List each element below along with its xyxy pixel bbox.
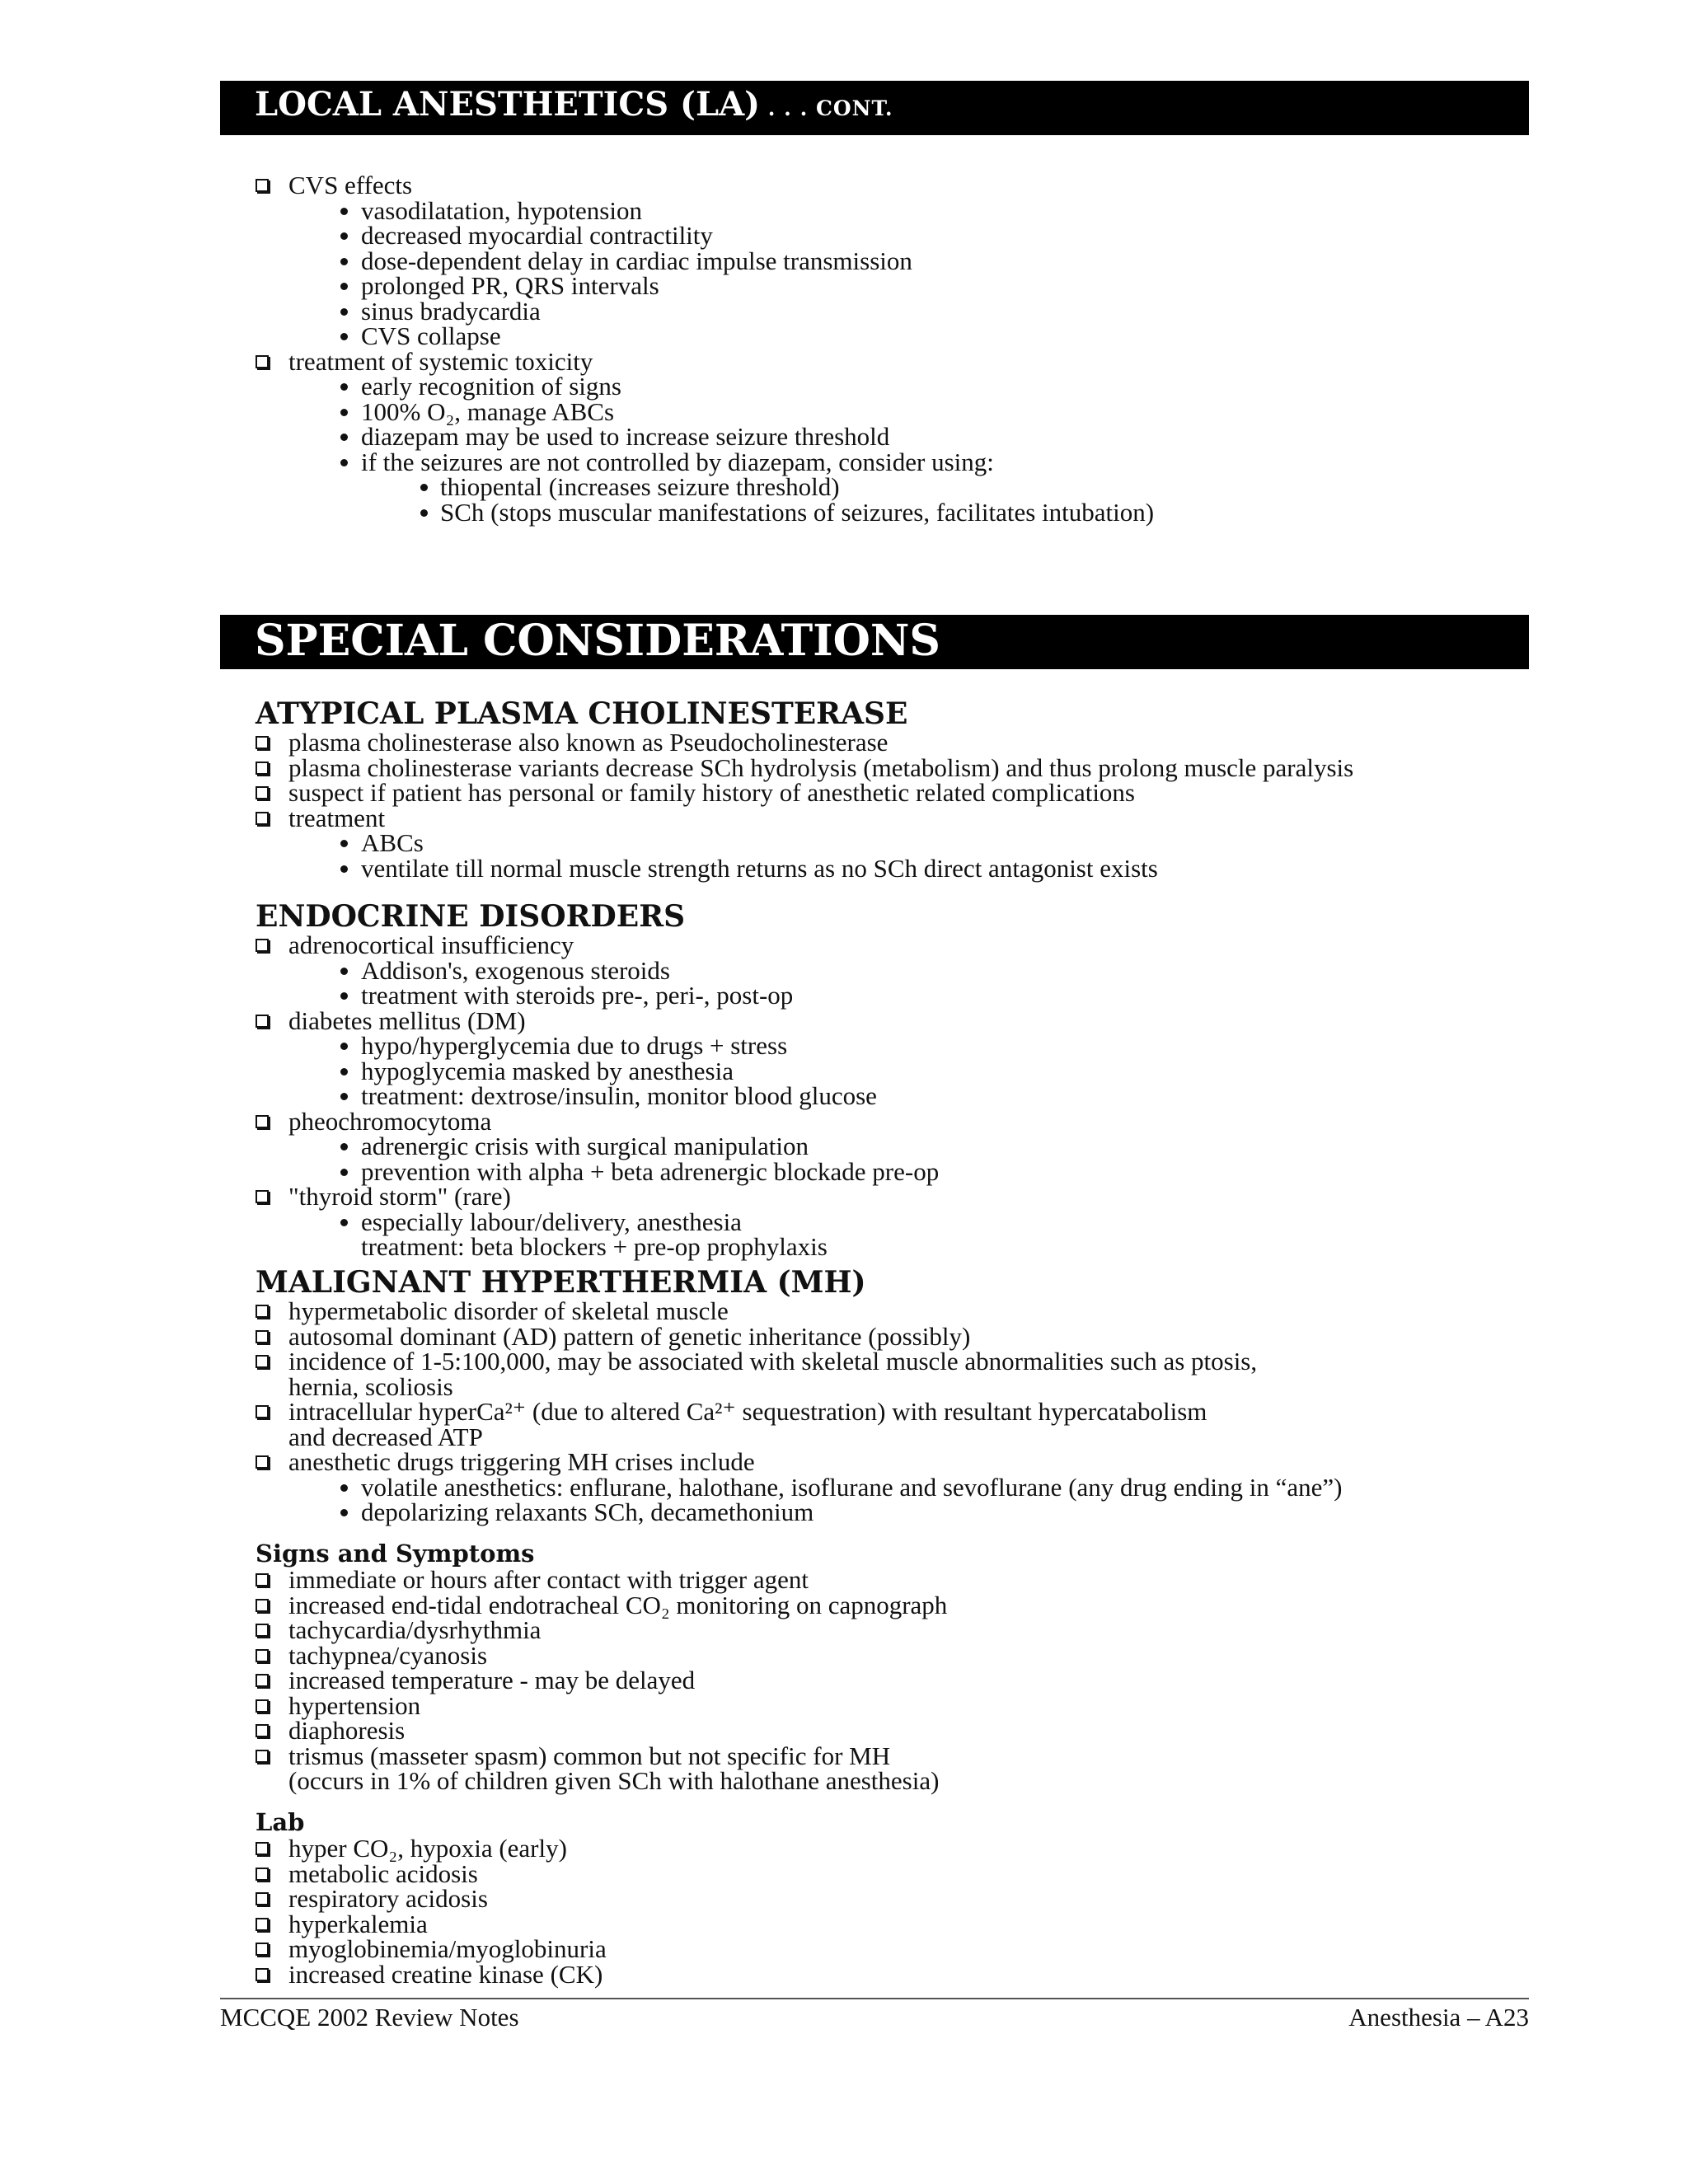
checklist-item: treatment [256, 806, 1525, 832]
bullet-icon [340, 865, 348, 873]
banner-title: LOCAL ANESTHETICS (LA) [255, 85, 761, 124]
bullet-item: especially labour/delivery, anesthesia [256, 1210, 1525, 1235]
bullet-item: vasodilatation, hypotension [256, 199, 1525, 224]
bullet-item: Addison's, exogenous steroids [256, 958, 1525, 984]
bullet-icon [340, 1509, 348, 1516]
checklist-item: plasma cholinesterase also known as Pseudocholinesterase [256, 730, 1525, 756]
bullet-icon [340, 1219, 348, 1226]
section-banner-special-considerations: SPECIAL CONSIDERATIONS [220, 615, 1529, 669]
checkbox-icon [256, 1330, 269, 1343]
footer-source: MCCQE 2002 Review Notes [220, 2003, 519, 2032]
bullet-item: adrenergic crisis with surgical manipulation [256, 1134, 1525, 1160]
checkbox-icon [256, 1918, 269, 1931]
checkbox-icon [256, 1599, 269, 1612]
bullet-item: volatile anesthetics: enflurane, halothane, isoflurane and sevoflurane (any drug ending in “ane”) [256, 1475, 1525, 1501]
bullet-item: treatment: dextrose/insulin, monitor blood glucose [256, 1084, 1525, 1109]
bullet-icon [340, 258, 348, 265]
bullet-icon [340, 1068, 348, 1076]
checklist-item: increased temperature - may be delayed [256, 1668, 1525, 1694]
checkbox-icon [256, 1405, 269, 1418]
signs-section [256, 1540, 1525, 1794]
bullet-item: CVS collapse [256, 324, 1525, 349]
checkbox-icon [256, 1649, 269, 1662]
bullet-icon [340, 992, 348, 1000]
bullet-icon [340, 208, 348, 215]
checkbox-icon [256, 812, 269, 825]
bullet-item: sinus bradycardia [256, 299, 1525, 325]
sub-bullet-item: SCh (stops muscular manifestations of seizures, facilitates intubation) [256, 500, 1525, 526]
checkbox-icon [256, 1699, 269, 1713]
bullet-icon [340, 434, 348, 441]
checklist-item: hyper CO₂, hypoxia (early) [256, 1836, 1525, 1862]
checkbox-icon [256, 762, 269, 775]
checkbox-icon [256, 1724, 269, 1737]
checkbox-icon [256, 1750, 269, 1763]
banner-continued: . . . CONT. [760, 96, 893, 120]
checklist-item: diaphoresis [256, 1718, 1525, 1744]
footer-page-number: Anesthesia – A23 [1348, 2003, 1529, 2032]
checklist-item: diabetes mellitus (DM) [256, 1009, 1525, 1034]
checkbox-icon [256, 1892, 269, 1905]
bullet-icon [340, 308, 348, 316]
checklist-item: adrenocortical insufficiency [256, 933, 1525, 958]
checklist-item: hypertension [256, 1694, 1525, 1719]
checklist-item: intracellular hyperCa²⁺ (due to altered Ca²⁺ sequestration) with resultant hypercatabolism [256, 1399, 1525, 1425]
bullet-item: early recognition of signs [256, 374, 1525, 400]
continuation-line: treatment: beta blockers + pre-op prophylaxis [361, 1232, 828, 1261]
checkbox-icon [256, 1015, 269, 1028]
bullet-item: dose-dependent delay in cardiac impulse transmission [256, 249, 1525, 274]
endocrine-section [256, 900, 1525, 1260]
section-banner-local-anesthetics [220, 81, 1529, 135]
continuation-line: and decreased ATP [288, 1422, 483, 1451]
checkbox-icon [256, 939, 269, 952]
subsection-heading: Lab [256, 1808, 305, 1836]
bullet-icon [340, 459, 348, 466]
bullet-icon [340, 1093, 348, 1100]
checkbox-icon [256, 1943, 269, 1956]
checkbox-icon [256, 1624, 269, 1637]
bullet-icon [340, 1169, 348, 1176]
checklist-item: autosomal dominant (AD) pattern of genetic inheritance (possibly) [256, 1324, 1525, 1350]
section-heading: ATYPICAL PLASMA CHOLINESTERASE [256, 696, 908, 731]
checkbox-icon [256, 736, 269, 749]
footer-divider [220, 1998, 1529, 1999]
checklist-item: CVS effects [256, 173, 1525, 199]
bullet-icon [340, 1143, 348, 1151]
checkbox-icon [256, 1455, 269, 1469]
bullet-item: prolonged PR, QRS intervals [256, 274, 1525, 299]
checklist-item: increased creatine kinase (CK) [256, 1962, 1525, 1988]
mh-section [256, 1266, 1525, 1526]
bullet-icon [420, 509, 428, 517]
bullet-item: decreased myocardial contractility [256, 223, 1525, 249]
checklist-item: tachycardia/dysrhythmia [256, 1618, 1525, 1643]
bullet-item: ABCs [256, 831, 1525, 856]
checklist-item: respiratory acidosis [256, 1886, 1525, 1912]
la-content [256, 173, 1525, 525]
checkbox-icon [256, 786, 269, 799]
checkbox-icon [256, 1968, 269, 1981]
bullet-item: diazepam may be used to increase seizure threshold [256, 424, 1525, 450]
checkbox-icon [256, 1305, 269, 1318]
checkbox-icon [256, 1355, 269, 1368]
checkbox-icon [256, 1842, 269, 1855]
bullet-icon [340, 232, 348, 240]
bullet-item: treatment with steroids pre-, peri-, post-op [256, 983, 1525, 1009]
continuation-line: hernia, scoliosis [288, 1371, 453, 1401]
checklist-item: increased end-tidal endotracheal CO₂ monitoring on capnograph [256, 1593, 1525, 1619]
bullet-item: prevention with alpha + beta adrenergic blockade pre-op [256, 1160, 1525, 1185]
continuation-line: (occurs in 1% of children given SCh with halothane anesthesia) [288, 1766, 940, 1795]
checkbox-icon [256, 179, 269, 192]
sub-bullet-item: thiopental (increases seizure threshold) [256, 475, 1525, 500]
checkbox-icon [256, 355, 269, 368]
checkbox-icon [256, 1674, 269, 1687]
bullet-icon [340, 383, 348, 391]
checklist-item: tachypnea/cyanosis [256, 1643, 1525, 1669]
bullet-icon [340, 1484, 348, 1492]
bullet-item: hypo/hyperglycemia due to drugs + stress [256, 1033, 1525, 1059]
checklist-item: suspect if patient has personal or family history of anesthetic related complications [256, 780, 1525, 806]
section-heading: MALIGNANT HYPERTHERMIA (MH) [256, 1265, 866, 1300]
checklist-item: "thyroid storm" (rare) [256, 1184, 1525, 1210]
lab-section [256, 1808, 1525, 1987]
bullet-icon [340, 283, 348, 290]
bullet-item: 100% O₂, manage ABCs [256, 400, 1525, 425]
checkbox-icon [256, 1190, 269, 1203]
checklist-item: trismus (masseter spasm) common but not specific for MH [256, 1744, 1525, 1769]
bullet-icon [340, 840, 348, 847]
subsection-heading: Signs and Symptoms [256, 1540, 535, 1568]
bullet-item: if the seizures are not controlled by diazepam, consider using: [256, 450, 1525, 476]
checkbox-icon [256, 1573, 269, 1586]
checklist-item: myoglobinemia/myoglobinuria [256, 1937, 1525, 1962]
checklist-item: incidence of 1-5:100,000, may be associated with skeletal muscle abnormalities such as ptosis, [256, 1349, 1525, 1375]
checklist-item: anesthetic drugs triggering MH crises include [256, 1450, 1525, 1475]
checkbox-icon [256, 1868, 269, 1881]
atypical-section [256, 697, 1525, 881]
checklist-item: plasma cholinesterase variants decrease SCh hydrolysis (metabolism) and thus prolong muscle paralysis [256, 756, 1525, 781]
bullet-icon [420, 484, 428, 491]
checklist-item: hypermetabolic disorder of skeletal muscle [256, 1299, 1525, 1324]
bullet-item: depolarizing relaxants SCh, decamethonium [256, 1500, 1525, 1526]
bullet-icon [340, 968, 348, 975]
checklist-item: pheochromocytoma [256, 1109, 1525, 1135]
bullet-item: hypoglycemia masked by anesthesia [256, 1059, 1525, 1085]
checklist-item: hyperkalemia [256, 1912, 1525, 1938]
checklist-item: treatment of systemic toxicity [256, 349, 1525, 375]
checklist-item: immediate or hours after contact with trigger agent [256, 1568, 1525, 1593]
bullet-icon [340, 333, 348, 340]
checkbox-icon [256, 1115, 269, 1128]
section-heading: ENDOCRINE DISORDERS [256, 899, 686, 934]
checklist-item: metabolic acidosis [256, 1862, 1525, 1887]
bullet-icon [340, 409, 348, 416]
bullet-icon [340, 1043, 348, 1050]
bullet-item: ventilate till normal muscle strength returns as no SCh direct antagonist exists [256, 856, 1525, 882]
